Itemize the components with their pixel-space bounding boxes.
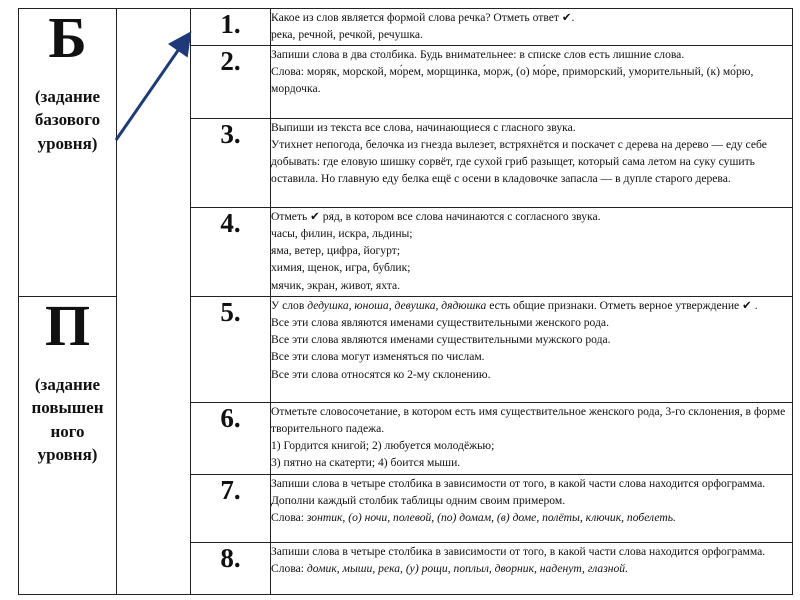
- level-advanced-line: ного: [50, 421, 85, 441]
- task-intro-rest: есть общие признаки. Отметь верное утверждение ✔ .: [489, 299, 758, 312]
- task-line: химия, щенок, игра, бублик;: [271, 261, 411, 275]
- level-basic: [19, 5, 117, 297]
- task-3-text: [271, 119, 793, 208]
- task-line: Какое из слов является формой слова речка? Отметь ответ ✔.: [271, 11, 575, 24]
- task-line: Слова: моряк, морской, мо́рем, морщинка, морж, (о) мо́ре, приморский, уморительный, (к) мо́рю, мордочка.: [271, 65, 754, 96]
- task-intro-start: У слов: [271, 299, 305, 312]
- level-basic-letter: Б: [48, 5, 87, 70]
- level-advanced-letter: П: [44, 293, 91, 358]
- task-words-line: [271, 560, 792, 577]
- task-intro: [271, 297, 792, 314]
- task-7-text: [271, 475, 793, 543]
- task-number: 8.: [191, 543, 271, 595]
- task-number: 6.: [191, 403, 271, 475]
- task-line: Все эти слова могут изменяться по числам.: [271, 350, 485, 364]
- task-1-text: [271, 9, 793, 46]
- task-line: Отметь ✔ ряд, в котором все слова начинаются с согласного звука.: [271, 210, 601, 223]
- level-basic-line: (задание: [34, 87, 101, 106]
- task-4-text: [271, 208, 793, 297]
- task-line: яма, ветер, цифра, йогурт;: [271, 244, 401, 258]
- task-line: Утихнет непогода, белочка из гнезда вылезет, встряхнётся и поскачет с дерева на дерево — еду себе добывать: где еловую шишку сорвёт, где сухой гриб разыщет, который сама летом на суку сушить оставила. Но главную еду белка ещё с осени в кладовочке запасла — в дупле старого дерева.: [271, 138, 767, 186]
- task-line: Запиши слова в четыре столбика в зависимости от того, в какой части слова находится орфограмма.: [271, 545, 766, 558]
- task-words: домик, мыши, река, (у) рощи, поплыл, дворник, наденут, глазной.: [306, 562, 628, 576]
- task-line: Все эти слова являются именами существительными мужского рода.: [271, 333, 611, 347]
- task-number: 2.: [191, 46, 271, 119]
- task-line: Все эти слова являются именами существительными женского рода.: [271, 316, 609, 330]
- task-words-line: [271, 509, 792, 526]
- level-basic-line: уровня): [37, 133, 98, 153]
- task-line: Все эти слова относятся ко 2-му склонению.: [271, 367, 491, 381]
- task-number: 3.: [191, 119, 271, 208]
- level-basic-line: базового: [34, 110, 101, 130]
- task-number: 5.: [191, 297, 271, 403]
- level-advanced-line: уровня): [37, 445, 98, 465]
- task-line: 1) Гордится книгой; 2) любуется молодёжью;: [271, 439, 495, 453]
- words-label: Слова:: [271, 562, 305, 576]
- task-line: часы, филин, искра, льдины;: [271, 227, 413, 241]
- task-6-text: [271, 403, 793, 475]
- level-advanced-line: (задание: [34, 375, 101, 394]
- task-table: [18, 5, 793, 595]
- words-label: Слова:: [271, 511, 305, 525]
- task-words: зонтик, (о) ночи, полевой, (по) домам, (в) доме, полёты, ключик, побелеть.: [306, 511, 676, 525]
- task-words: дедушка, юноша, девушка, дядюшка: [307, 299, 487, 312]
- task-line: Отметьте словосочетание, в котором есть имя существительное женского рода, 3-го склонения, в форме творительного падежа.: [271, 405, 786, 436]
- task-line: Запиши слова в два столбика. Будь внимательнее: в списке слов есть лишние слова.: [271, 48, 685, 61]
- level-advanced-line: повышен: [31, 398, 104, 418]
- task-line: Выпиши из текста все слова, начинающиеся с гласного звука.: [271, 121, 576, 134]
- task-2-text: [271, 46, 793, 119]
- level-advanced: [19, 293, 117, 595]
- task-8-text: [271, 543, 793, 595]
- task-line: Запиши слова в четыре столбика в зависимости от того, в какой части слова находится орфограмма. Дополни каждый столбик таблицы одним своим примером.: [271, 477, 766, 508]
- task-number: 4.: [191, 208, 271, 297]
- task-number: 7.: [191, 475, 271, 543]
- task-line: 3) пятно на скатерти; 4) боится мыши.: [271, 456, 461, 470]
- empty-column: [117, 9, 191, 595]
- task-5-text: [271, 297, 793, 403]
- task-line: мячик, экран, живот, яхта.: [271, 278, 401, 292]
- task-line: река, речной, речкой, речушка.: [271, 28, 423, 42]
- task-number: 1.: [191, 9, 271, 46]
